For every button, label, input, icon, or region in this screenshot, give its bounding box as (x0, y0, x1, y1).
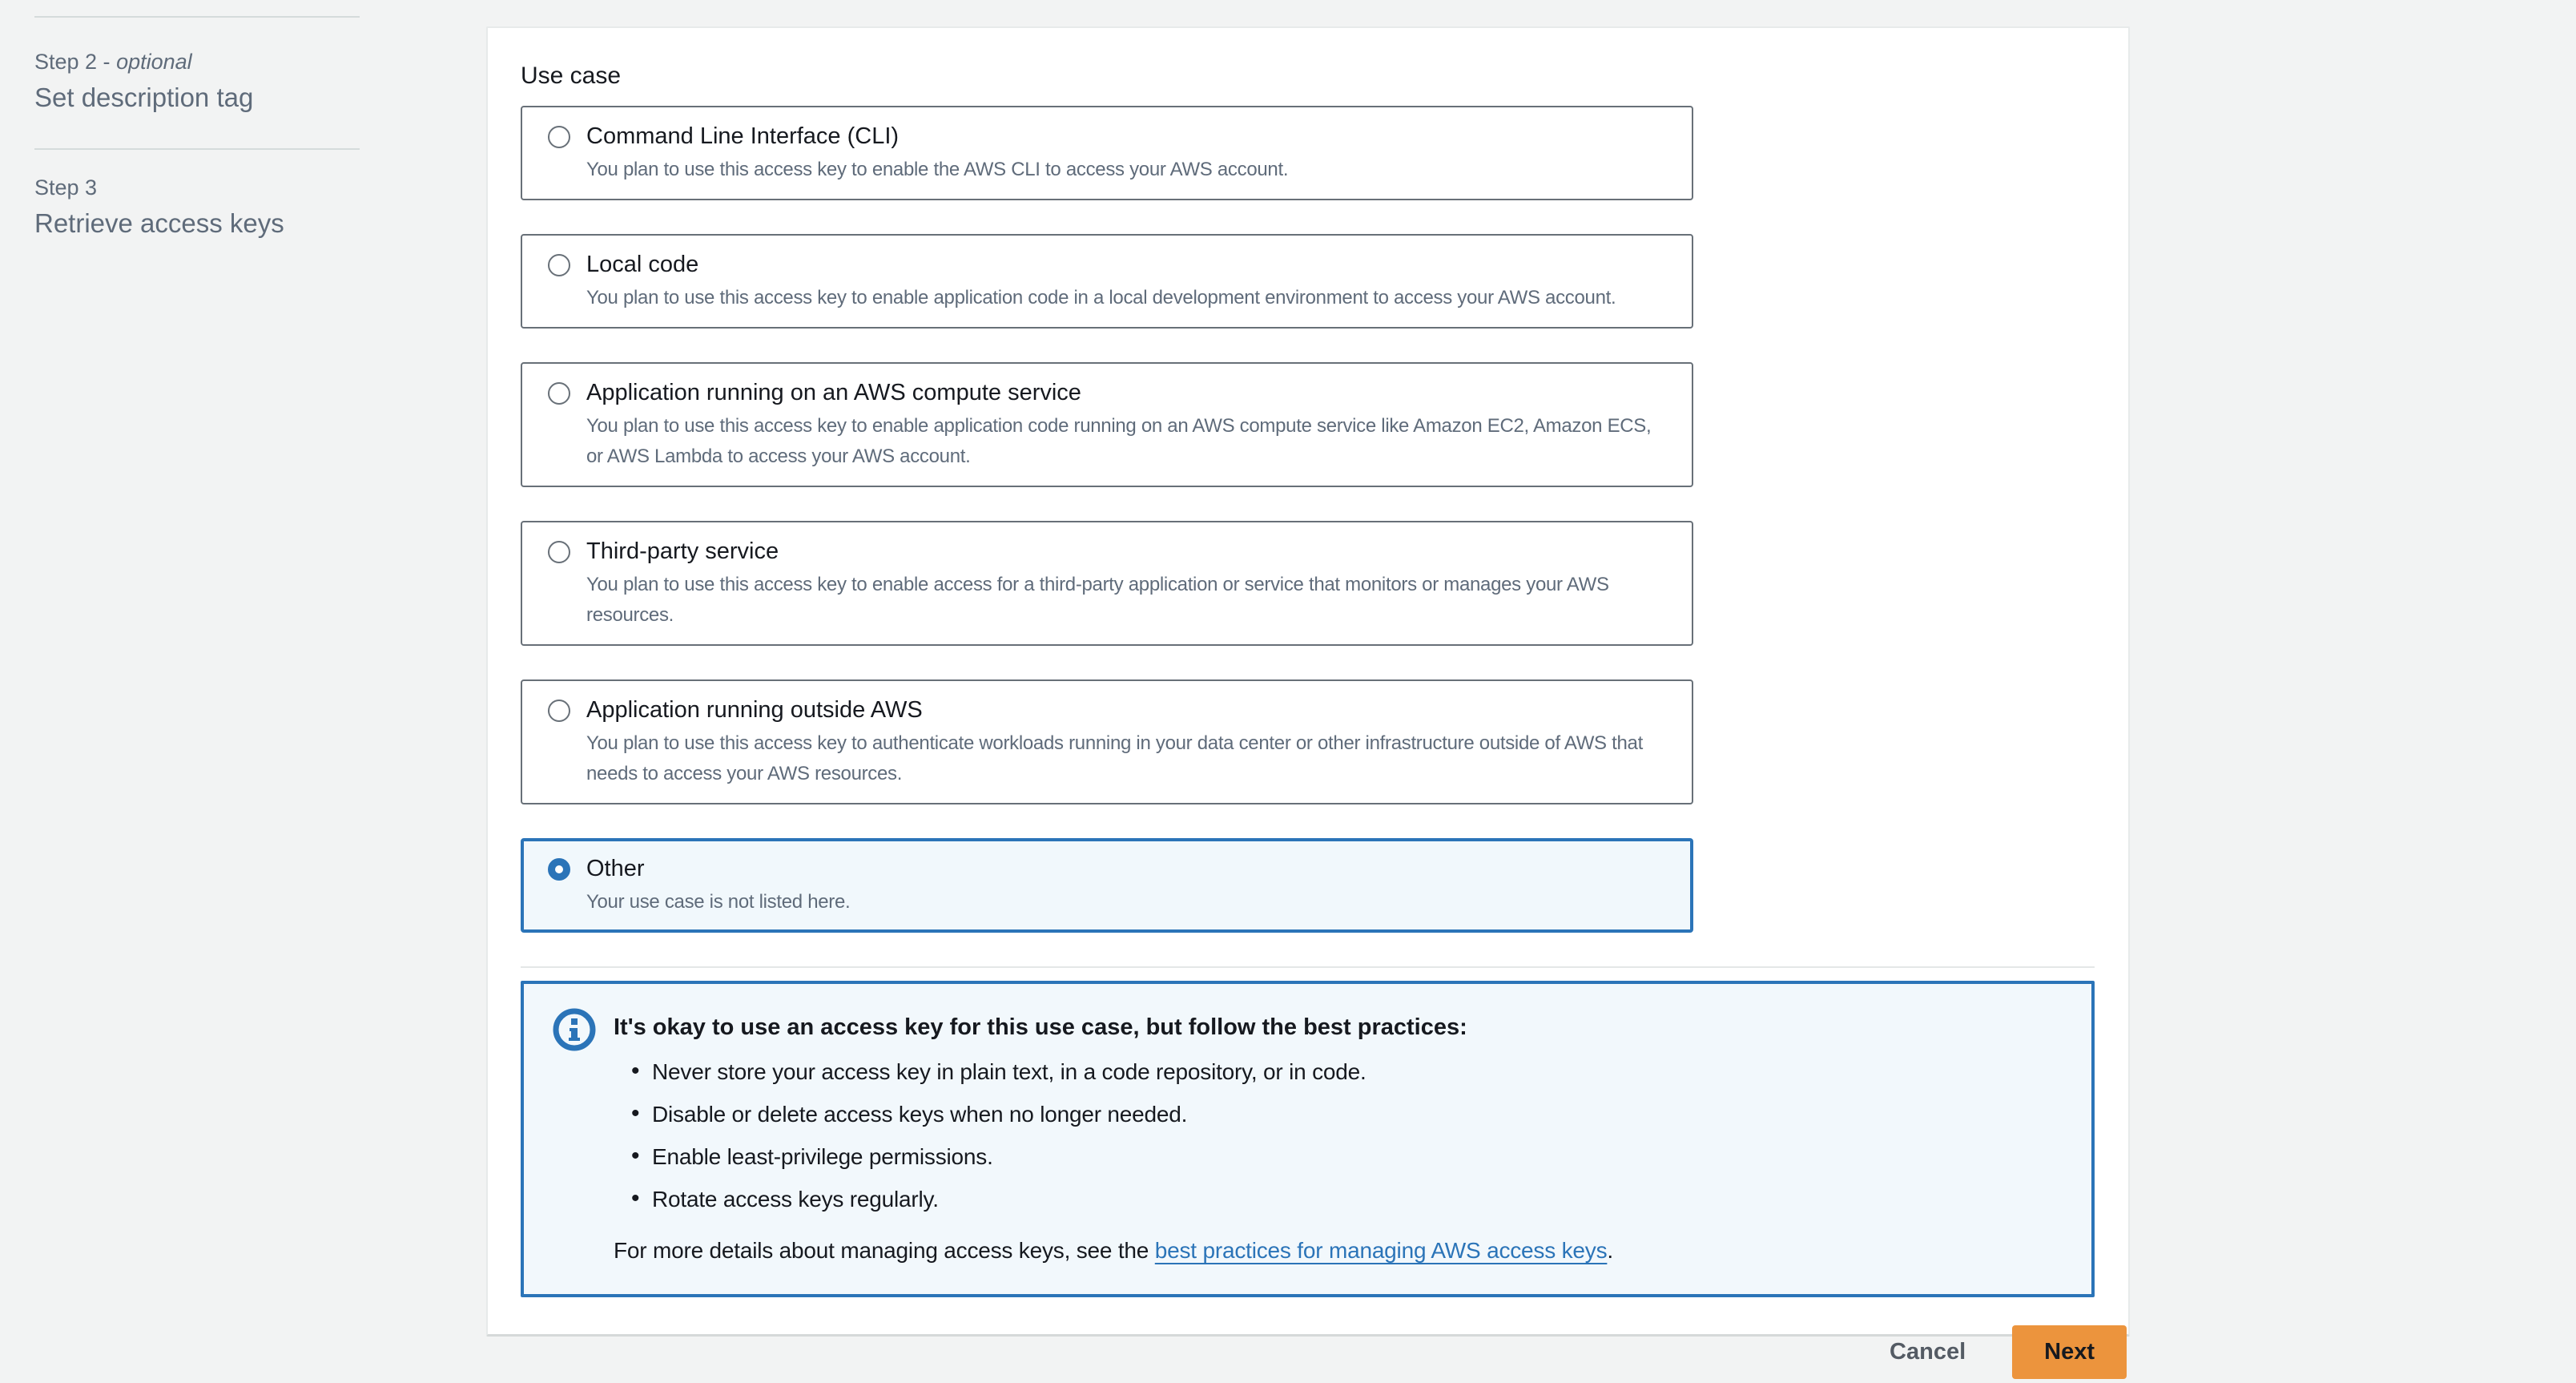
radio-icon[interactable] (548, 541, 570, 563)
use-case-option-description: You plan to use this access key to enable application code in a local development environment to access your AWS account. (586, 287, 1616, 308)
use-case-option-local-code[interactable] (521, 234, 1693, 329)
section-divider (521, 966, 2095, 968)
use-case-option-description: You plan to use this access key to authenticate workloads running in your data center or other infrastructure outside of AWS that needs to access your AWS resources. (586, 732, 1643, 784)
alert-bullet-list (614, 1056, 2059, 1216)
use-case-option-label: Application running on an AWS compute service (586, 380, 1081, 405)
step-3-title: Retrieve access keys (34, 208, 284, 238)
alert-title: It's okay to use an access key for this use case, but follow the best practices: (614, 1014, 1467, 1040)
use-case-option-label: Command Line Interface (CLI) (586, 123, 900, 149)
wizard-actions (1890, 1324, 2127, 1380)
divider (34, 148, 360, 150)
use-case-option-third-party-service[interactable] (521, 521, 1693, 646)
step-3-label: Step 3 (34, 175, 98, 200)
alert-bullet: • Disable or delete access keys when no longer needed. (652, 1099, 2059, 1131)
alert-bullet: • Rotate access keys regularly. (652, 1183, 2059, 1216)
use-case-options (521, 106, 1693, 933)
radio-icon[interactable] (548, 858, 570, 881)
use-case-card (486, 26, 2130, 1337)
step-2-label: Step 2 - optional (34, 50, 192, 74)
alert-bullet: • Never store your access key in plain text, in a code repository, or in code. (652, 1056, 2059, 1088)
next-button[interactable]: Next (2012, 1325, 2127, 1379)
use-case-option-application-running-outside-aws[interactable] (521, 679, 1693, 804)
use-case-option-description: You plan to use this access key to enable the AWS CLI to access your AWS account. (586, 159, 1289, 180)
use-case-option-label: Third-party service (586, 538, 779, 564)
radio-icon[interactable] (548, 254, 570, 276)
use-case-group-label: Use case (521, 62, 622, 89)
use-case-option-application-running-on-an-aws-compute-service[interactable] (521, 362, 1693, 487)
wizard-steps-nav (34, 16, 360, 239)
step-2-title: Set description tag (34, 83, 254, 112)
alert-footer-text: For more details about managing access keys, see the best practices for managing AWS access keys. (614, 1238, 1613, 1263)
use-case-option-command-line-interface-cli[interactable] (521, 106, 1693, 200)
alert-bullet: • Enable least-privilege permissions. (652, 1141, 2059, 1173)
use-case-option-other[interactable] (521, 838, 1693, 933)
use-case-option-label: Local code (586, 252, 699, 277)
divider (34, 16, 360, 18)
cancel-button[interactable]: Cancel (1890, 1338, 1966, 1365)
best-practices-alert (521, 981, 2095, 1297)
radio-icon[interactable] (548, 382, 570, 405)
use-case-option-label: Application running outside AWS (586, 697, 923, 723)
use-case-option-description: You plan to use this access key to enable application code running on an AWS compute service like Amazon EC2, Amazon ECS, or AWS Lambda to access your AWS account. (586, 415, 1652, 467)
use-case-option-description: Your use case is not listed here. (586, 891, 851, 913)
use-case-option-label: Other (586, 856, 645, 881)
radio-icon[interactable] (548, 700, 570, 722)
radio-icon[interactable] (548, 126, 570, 148)
use-case-option-description: You plan to use this access key to enable access for a third-party application or service that monitors or manages your AWS resources. (586, 574, 1609, 626)
info-icon (553, 1008, 596, 1051)
best-practices-link[interactable]: best practices for managing AWS access keys (1154, 1238, 1608, 1263)
